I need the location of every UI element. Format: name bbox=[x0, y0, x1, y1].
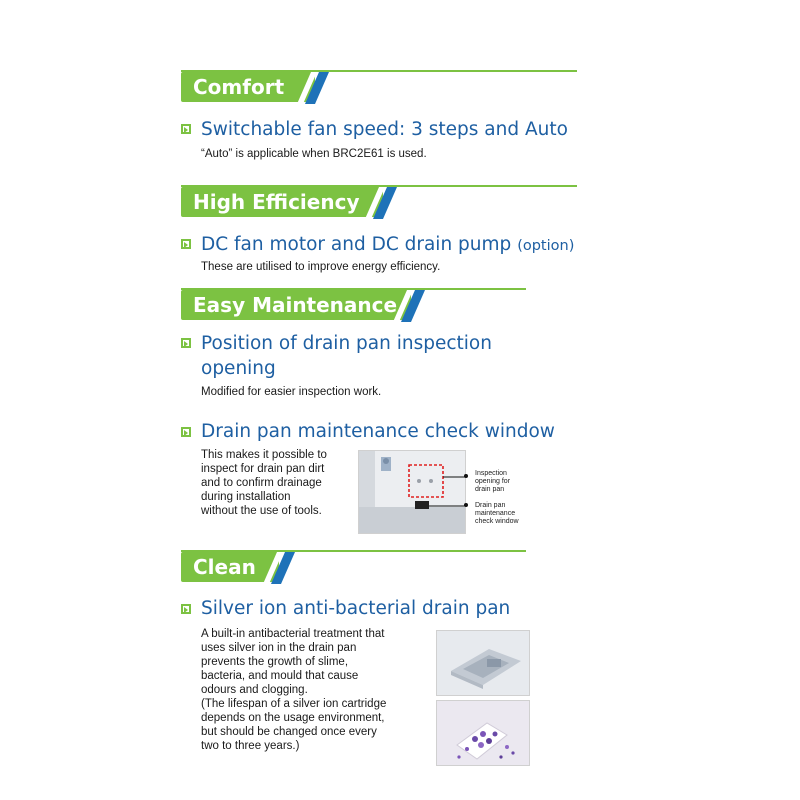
slash-accent-icon bbox=[297, 72, 333, 104]
unit-illustration bbox=[359, 451, 466, 534]
section-heading: Clean bbox=[181, 552, 279, 582]
arrow-square-icon bbox=[181, 604, 191, 614]
feature-title: Switchable fan speed: 3 steps and Auto bbox=[201, 119, 568, 140]
feature-description: Modified for easier inspection work. bbox=[201, 386, 382, 398]
section-header-high-efficiency bbox=[181, 185, 577, 219]
section-heading: Easy Maintenance bbox=[181, 290, 411, 320]
silver-ion-cartridge-photo bbox=[436, 700, 530, 766]
section-heading: Comfort bbox=[181, 72, 315, 102]
callout-dot bbox=[464, 474, 468, 478]
feature-title: Silver ion anti-bacterial drain pan bbox=[201, 598, 511, 619]
section-header-clean bbox=[181, 550, 526, 584]
slash-accent-icon bbox=[393, 290, 429, 322]
drain-pan-illustration bbox=[437, 631, 530, 696]
feature-title-text: DC fan motor and DC drain pump bbox=[201, 234, 512, 255]
feature-title: Position of drain pan inspection bbox=[201, 333, 492, 354]
drain-pan-product-photo bbox=[436, 630, 530, 696]
feature-title bbox=[201, 233, 574, 258]
section-header-comfort bbox=[181, 70, 577, 104]
callout-dot bbox=[464, 503, 468, 507]
arrow-square-icon bbox=[181, 239, 191, 249]
callout-inspection-opening: Inspection opening for drain pan bbox=[475, 470, 511, 493]
silver-ion-illustration bbox=[437, 701, 530, 766]
feature-title-continued: opening bbox=[201, 358, 276, 379]
section-heading: High Efficiency bbox=[181, 187, 383, 217]
arrow-square-icon bbox=[181, 338, 191, 348]
callout-check-window: Drain pan maintenance check window bbox=[475, 502, 519, 525]
section-header-easy-maintenance bbox=[181, 288, 526, 322]
slash-accent-icon bbox=[365, 187, 401, 219]
feature-description: This makes it possible to inspect for drain pan dirt and to confirm drainage during installation without the use of tools. bbox=[201, 449, 327, 517]
drain-pan-photo bbox=[358, 450, 466, 534]
arrow-square-icon bbox=[181, 124, 191, 134]
feature-title-suffix: (option) bbox=[517, 238, 575, 254]
slash-accent-icon bbox=[263, 552, 299, 584]
feature-description: “Auto” is applicable when BRC2E61 is used. bbox=[201, 148, 427, 160]
feature-title: Drain pan maintenance check window bbox=[201, 421, 555, 442]
arrow-square-icon bbox=[181, 427, 191, 437]
feature-description: These are utilised to improve energy efficiency. bbox=[201, 261, 441, 273]
feature-description: A built-in antibacterial treatment that uses silver ion in the drain pan prevents the growth of slime, bacteria, and mould that cause odours and clogging. (The lifespan of a silver ion cartridge depends on the usage environment, but should be changed once every two to three years.) bbox=[201, 628, 387, 752]
